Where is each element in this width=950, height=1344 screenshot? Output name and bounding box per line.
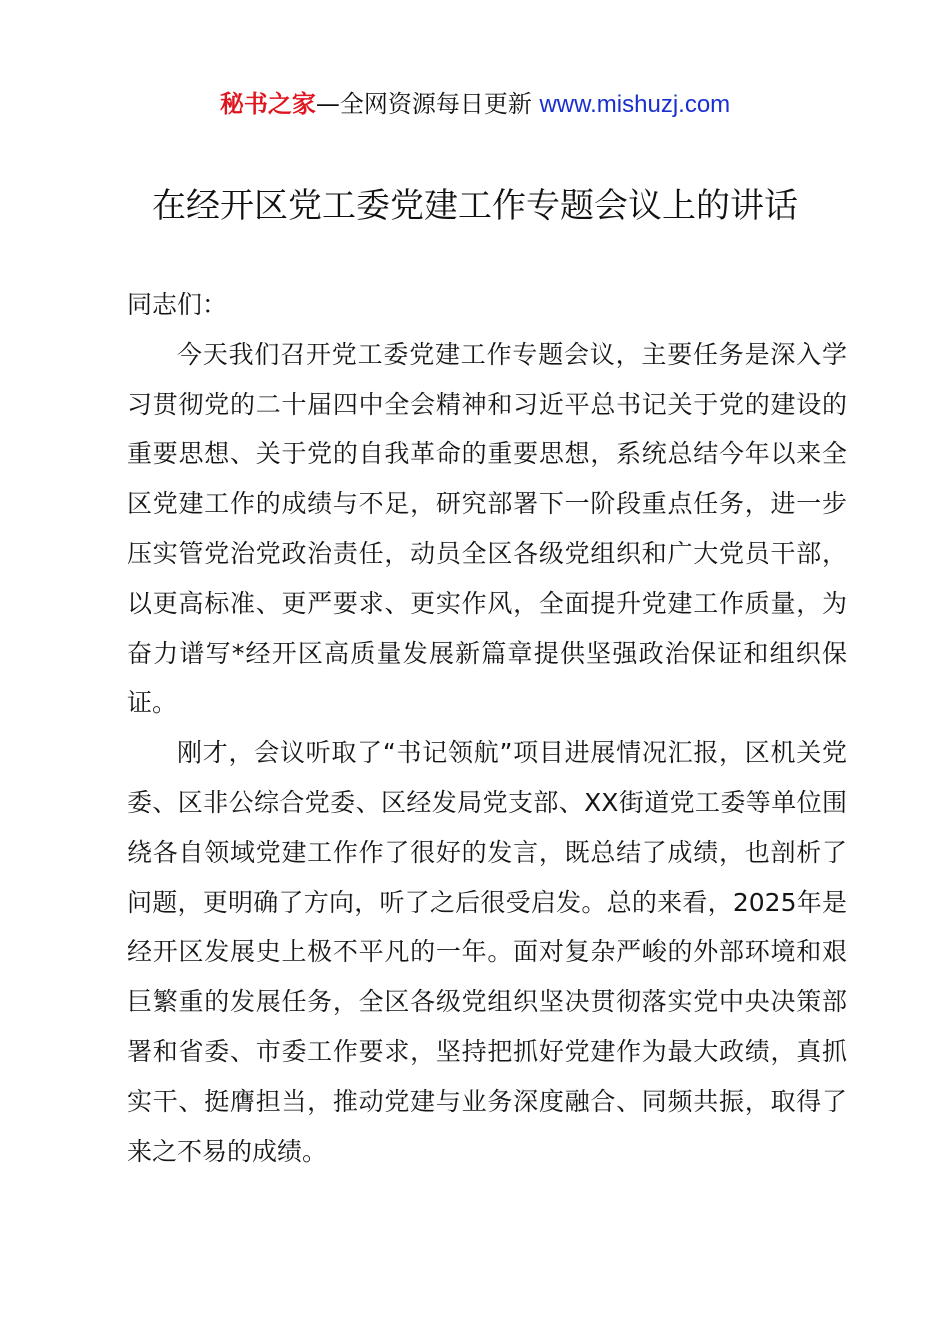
header-tagline: —全网资源每日更新 — [315, 90, 540, 118]
paragraph-2: 刚才，会议听取了“书记领航”项目进展情况汇报，区机关党委、区非公综合党委、区经发局党支部、XX街道党工委等单位围绕各自领域党建工作作了很好的发言，既总结了成绩，也剖析了问题，更明确了方向，听了之后很受启发。总的来看，2025年是经开区发展史上极不平凡的一年。面对复杂严峻的外部环境和艰巨繁重的发展任务，全区各级党组织坚决贯彻落实党中央决策部署和省委、市委工作要求，坚持把抓好党建作为最大政绩，真抓实干、挺膺担当，推动党建与业务深度融合、同频共振，取得了来之不易的成绩。 — [127, 738, 847, 1166]
salutation: 同志们： — [127, 290, 228, 319]
site-url-link[interactable]: www.mishuzj.com — [539, 91, 731, 118]
document-title: 在经开区党工委党建工作专题会议上的讲话 — [152, 186, 798, 226]
brand-name: 秘书之家 — [219, 90, 316, 118]
document-body — [127, 280, 847, 1176]
paragraph-1: 今天我们召开党工委党建工作专题会议，主要任务是深入学习贯彻党的二十届四中全会精神和习近平总书记关于党的建设的重要思想、关于党的自我革命的重要思想，系统总结今年以来全区党建工作的成绩与不足，研究部署下一阶段重点任务，进一步压实管党治党政治责任，动员全区各级党组织和广大党员干部，以更高标准、更严要求、更实作风，全面提升党建工作质量，为奋力谱写*经开区高质量发展新篇章提供坚强政治保证和组织保证。 — [127, 339, 847, 718]
site-header — [0, 86, 950, 123]
